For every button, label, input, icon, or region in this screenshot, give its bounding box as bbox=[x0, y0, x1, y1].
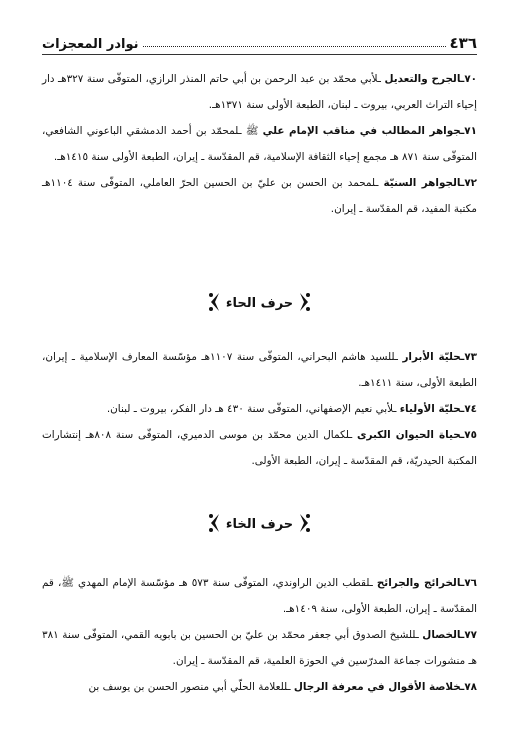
ornament-right-icon bbox=[297, 512, 311, 534]
entry-number: ٧٤ bbox=[464, 403, 477, 415]
running-title: نوادر المعجزات bbox=[42, 37, 139, 52]
entry-title: الجرح والتعديل bbox=[384, 73, 461, 85]
ornament-left-icon bbox=[208, 291, 222, 313]
bib-entry: ٧٠ـالجرح والتعديل ـلأبي محمّد بن عبد الرحمن بن أبي حاتم المنذر الرازي، المتوفّى سنة ٣٢٧هـ دار إحياء التراث العربي، بيروت ـ لبنان، الطبعة الأولى سنة ١٣٧١هـ. bbox=[42, 73, 477, 111]
entry-number: ٧٢ bbox=[464, 177, 477, 189]
leader-dots bbox=[143, 46, 446, 47]
bib-entry: ٧١ـجواهر المطالب في مناقب الإمام علي ﷺ ـلمحمّد بن أحمد الدمشقي الباعوني الشافعي، المتوفّى سنة ٨٧١ هـ مجمع إحياء الثقافة الإسلامية، قم المقدّسة ـ إيران، الطبعة الأولى سنة ١٤١٥هـ. bbox=[42, 125, 477, 163]
entries-block-jim bbox=[42, 66, 477, 222]
entry-text: للشيخ الصدوق أبي جعفر محمّد بن عليّ بن الحسين بن بابويه القمي، المتوفّى سنة ٣٨١ هـ منشورات جماعة المدرّسين في الحوزة العلمية، قم المقدّسة ـ إيران. bbox=[42, 629, 477, 667]
header-rule bbox=[42, 54, 477, 55]
entry-title: خلاصة الأقوال في معرفة الرجال bbox=[293, 681, 461, 693]
entries-block-kha bbox=[42, 570, 477, 700]
entry-number: ٧٧ bbox=[464, 629, 477, 641]
entry-text: لقطب الدين الراوندي، المتوفّى سنة ٥٧٣ هـ مؤسّسة الإمام المهدي ﷺ، قم المقدّسة ـ إيران، الطبعة الأولى، سنة ١٤٠٩هـ. bbox=[42, 577, 477, 615]
entry-text: لمحمد بن الحسن بن عليّ بن الحسين الحرّ العاملي، المتوفّى سنة ١١٠٤هـ مكتبة المفيد، قم المقدّسة ـ إيران. bbox=[42, 177, 477, 215]
entry-text: لمحمّد بن أحمد الدمشقي الباعوني الشافعي، المتوفّى سنة ٨٧١ هـ مجمع إحياء الثقافة الإسلامية، قم المقدّسة ـ إيران، الطبعة الأولى سنة ١٤١٥هـ. bbox=[42, 125, 477, 163]
bib-entry: ٧٣ـحليّة الأبرار ـللسيد هاشم البحراني، المتوفّى سنة ١١٠٧هـ مؤسّسة المعارف الإسلامية ـ إيران، الطبعة الأولى، سنة ١٤١١هـ. bbox=[42, 351, 477, 389]
entry-title: الجواهر السنيّة bbox=[383, 177, 461, 189]
ornament-right-icon bbox=[297, 291, 311, 313]
running-header bbox=[42, 24, 477, 52]
entry-text: لأبي محمّد بن عبد الرحمن بن أبي حاتم المنذر الرازي، المتوفّى سنة ٣٢٧هـ دار إحياء التراث العربي، بيروت ـ لبنان، الطبعة الأولى سنة ١٣٧١هـ. bbox=[42, 73, 477, 111]
page-number: ٤٣٦ bbox=[449, 34, 477, 52]
entry-number: ٧٠ bbox=[464, 73, 477, 85]
entry-title: جواهر المطالب في مناقب الإمام علي bbox=[262, 125, 461, 137]
section-label: حرف الحاء bbox=[225, 295, 294, 311]
ornament-left-icon bbox=[208, 512, 222, 534]
entry-number: ٧٣ bbox=[464, 351, 477, 363]
entry-title: حليّة الأبرار bbox=[402, 351, 461, 363]
bib-entry: ٧٦ـالخرائج والجرائح ـلقطب الدين الراوندي، المتوفّى سنة ٥٧٣ هـ مؤسّسة الإمام المهدي ﷺ، قم المقدّسة ـ إيران، الطبعة الأولى، سنة ١٤٠٩هـ. bbox=[42, 577, 477, 615]
honorific-glyph: ﷺ bbox=[245, 125, 259, 137]
entry-text: للسيد هاشم البحراني، المتوفّى سنة ١١٠٧هـ مؤسّسة المعارف الإسلامية ـ إيران، الطبعة الأولى، سنة ١٤١١هـ. bbox=[42, 351, 477, 389]
entries-block-ha bbox=[42, 344, 477, 474]
entry-title: حياة الحيوان الكبرى bbox=[356, 429, 461, 441]
entry-number: ٧٨ bbox=[464, 681, 477, 693]
section-heading-ha bbox=[0, 287, 519, 317]
entry-number: ٧١ bbox=[464, 125, 477, 137]
bib-entry: ٧٤ـحليّة الأولياء ـلأبي نعيم الإصفهاني، المتوفّى سنة ٤٣٠ هـ دار الفكر، بيروت ـ لبنان. bbox=[106, 403, 477, 415]
section-heading-kha bbox=[0, 508, 519, 538]
bib-entry: ٧٥ـحياة الحيوان الكبرى ـلكمال الدين محمّد بن موسى الدميري، المتوفّى سنة ٨٠٨هـ إنتشارات المكتبة الحيدريّة، قم المقدّسة ـ إيران، الطبعة الأولى. bbox=[42, 429, 477, 467]
section-label: حرف الخاء bbox=[225, 516, 294, 532]
entry-text: لأبي نعيم الإصفهاني، المتوفّى سنة ٤٣٠ هـ دار الفكر، بيروت ـ لبنان. bbox=[106, 403, 394, 415]
bib-entry: ٧٢ـالجواهر السنيّة ـلمحمد بن الحسن بن عليّ بن الحسين الحرّ العاملي، المتوفّى سنة ١١٠٤هـ مكتبة المفيد، قم المقدّسة ـ إيران. bbox=[42, 177, 477, 215]
bib-entry: ٧٨ـخلاصة الأقوال في معرفة الرجال ـللعلامة الحلّي أبي منصور الحسن بن يوسف بن bbox=[88, 681, 477, 693]
entry-text: للعلامة الحلّي أبي منصور الحسن بن يوسف بن bbox=[88, 681, 288, 693]
entry-number: ٧٦ bbox=[464, 577, 477, 589]
entry-title: الخصال bbox=[422, 629, 461, 641]
entry-number: ٧٥ bbox=[464, 429, 477, 441]
entry-title: حليّة الأولياء bbox=[399, 403, 461, 415]
bib-entry: ٧٧ـالخصال ـللشيخ الصدوق أبي جعفر محمّد بن عليّ بن الحسين بن بابويه القمي، المتوفّى سنة ٣٨١ هـ منشورات جماعة المدرّسين في الحوزة العلمية، قم المقدّسة ـ إيران. bbox=[42, 629, 477, 667]
entry-title: الخرائج والجرائح bbox=[376, 577, 461, 589]
entry-text: لكمال الدين محمّد بن موسى الدميري، المتوفّى سنة ٨٠٨هـ إنتشارات المكتبة الحيدريّة، قم المقدّسة ـ إيران، الطبعة الأولى. bbox=[42, 429, 477, 467]
